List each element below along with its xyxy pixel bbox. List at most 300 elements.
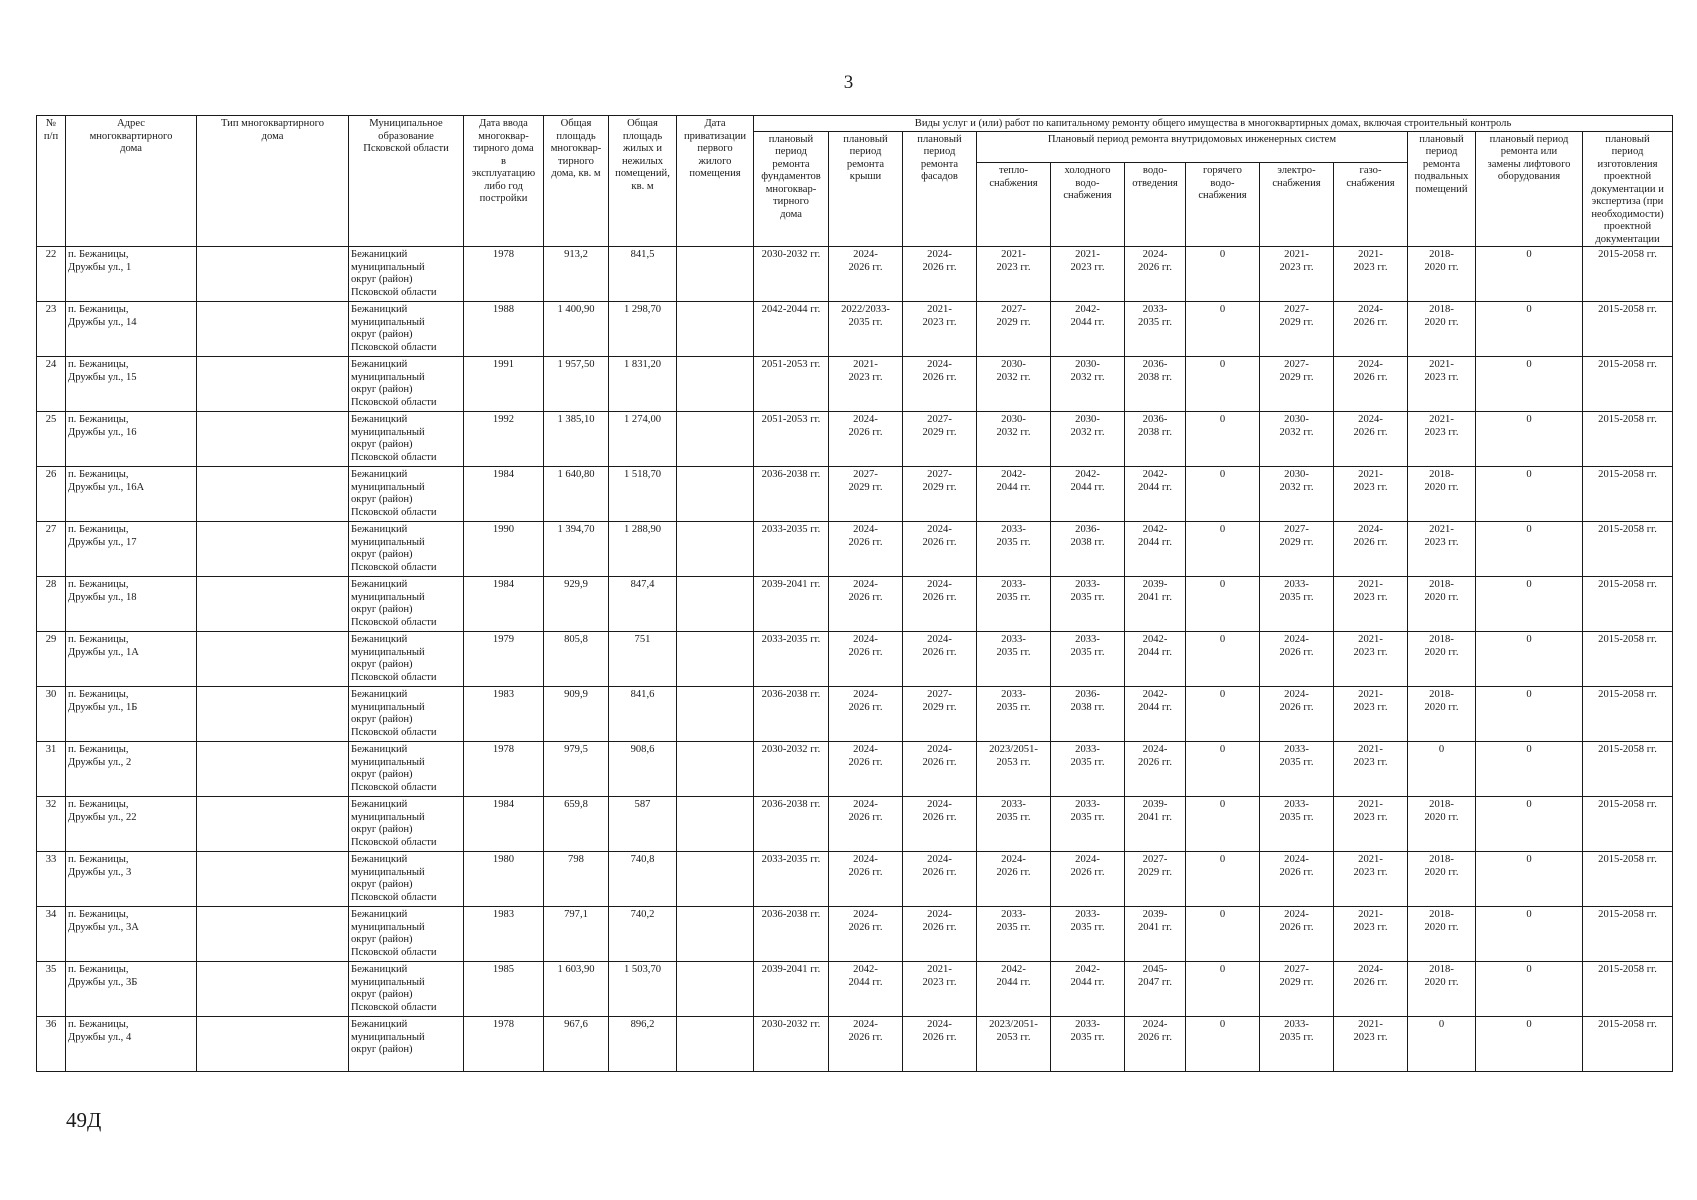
cell-facade: 2024- 2026 гг.: [903, 1017, 977, 1072]
cell-foundation: 2039-2041 гг.: [754, 577, 829, 632]
cell-elevator: 0: [1476, 522, 1583, 577]
cell-cold-water: 2033- 2035 гг.: [1051, 632, 1125, 687]
cell-year: 1978: [464, 1017, 544, 1072]
cell-total-area: 1 640,80: [544, 467, 609, 522]
cell-total-area: 1 400,90: [544, 302, 609, 357]
header-heat: тепло- снабжения: [977, 163, 1051, 247]
cell-facade: 2021- 2023 гг.: [903, 302, 977, 357]
table-row: [37, 962, 1673, 1017]
cell-basement: 2018- 2020 гг.: [1408, 907, 1476, 962]
cell-roof: 2024- 2026 гг.: [829, 412, 903, 467]
cell-design: 2015-2058 гг.: [1583, 742, 1673, 797]
cell-heat: 2023/2051- 2053 гг.: [977, 1017, 1051, 1072]
header-gas: газо- снабжения: [1334, 163, 1408, 247]
cell-sewer: 2039- 2041 гг.: [1125, 907, 1186, 962]
cell-elevator: 0: [1476, 467, 1583, 522]
cell-privatization: [677, 1017, 754, 1072]
cell-num: 35: [37, 962, 66, 1017]
cell-type: [197, 247, 349, 302]
cell-facade: 2024- 2026 гг.: [903, 852, 977, 907]
cell-privatization: [677, 247, 754, 302]
cell-year: 1978: [464, 247, 544, 302]
cell-cold-water: 2042- 2044 гг.: [1051, 467, 1125, 522]
cell-design: 2015-2058 гг.: [1583, 852, 1673, 907]
cell-total-area: 913,2: [544, 247, 609, 302]
cell-roof: 2024- 2026 гг.: [829, 742, 903, 797]
cell-hot-water: 0: [1186, 852, 1260, 907]
cell-basement: 2018- 2020 гг.: [1408, 302, 1476, 357]
cell-gas: 2021- 2023 гг.: [1334, 742, 1408, 797]
cell-elevator: 0: [1476, 742, 1583, 797]
cell-address: п. Бежаницы, Дружбы ул., 3: [66, 852, 197, 907]
cell-privatization: [677, 962, 754, 1017]
cell-hot-water: 0: [1186, 357, 1260, 412]
header-systems-group: Плановый период ремонта внутридомовых инженерных систем: [977, 131, 1408, 163]
cell-municipality: Бежаницкий муниципальный округ (район) Псковской области: [349, 577, 464, 632]
cell-sewer: 2042- 2044 гг.: [1125, 522, 1186, 577]
header-design: плановый период изготовления проектной документации и экспертиза (при необходимости) проектной документации: [1583, 131, 1673, 247]
cell-gas: 2024- 2026 гг.: [1334, 412, 1408, 467]
cell-cold-water: 2033- 2035 гг.: [1051, 907, 1125, 962]
cell-heat: 2033- 2035 гг.: [977, 577, 1051, 632]
cell-electric: 2024- 2026 гг.: [1260, 632, 1334, 687]
header-electric: электро- снабжения: [1260, 163, 1334, 247]
table-row: [37, 632, 1673, 687]
cell-electric: 2030- 2032 гг.: [1260, 412, 1334, 467]
cell-privatization: [677, 357, 754, 412]
cell-year: 1980: [464, 852, 544, 907]
table-row: [37, 302, 1673, 357]
capital-repair-table: [36, 115, 1673, 1072]
cell-sewer: 2042- 2044 гг.: [1125, 467, 1186, 522]
cell-heat: 2027- 2029 гг.: [977, 302, 1051, 357]
cell-facade: 2024- 2026 гг.: [903, 742, 977, 797]
cell-roof: 2024- 2026 гг.: [829, 797, 903, 852]
cell-living-area: 847,4: [609, 577, 677, 632]
cell-electric: 2033- 2035 гг.: [1260, 1017, 1334, 1072]
cell-foundation: 2030-2032 гг.: [754, 742, 829, 797]
cell-foundation: 2051-2053 гг.: [754, 412, 829, 467]
cell-address: п. Бежаницы, Дружбы ул., 16А: [66, 467, 197, 522]
table-row: [37, 742, 1673, 797]
cell-total-area: 929,9: [544, 577, 609, 632]
cell-hot-water: 0: [1186, 907, 1260, 962]
header-facade: плановый период ремонта фасадов: [903, 131, 977, 247]
cell-foundation: 2051-2053 гг.: [754, 357, 829, 412]
header-num: № п/п: [37, 116, 66, 247]
cell-design: 2015-2058 гг.: [1583, 687, 1673, 742]
cell-living-area: 841,6: [609, 687, 677, 742]
cell-sewer: 2033- 2035 гг.: [1125, 302, 1186, 357]
cell-electric: 2033- 2035 гг.: [1260, 742, 1334, 797]
cell-roof: 2021- 2023 гг.: [829, 357, 903, 412]
header-cold-water: холодного водо- снабжения: [1051, 163, 1125, 247]
cell-basement: 2018- 2020 гг.: [1408, 687, 1476, 742]
cell-heat: 2033- 2035 гг.: [977, 687, 1051, 742]
cell-elevator: 0: [1476, 687, 1583, 742]
cell-facade: 2027- 2029 гг.: [903, 412, 977, 467]
table-row: [37, 467, 1673, 522]
table-row: [37, 247, 1673, 302]
cell-cold-water: 2030- 2032 гг.: [1051, 357, 1125, 412]
cell-municipality: Бежаницкий муниципальный округ (район) Псковской области: [349, 522, 464, 577]
cell-roof: 2024- 2026 гг.: [829, 247, 903, 302]
table-row: [37, 1017, 1673, 1072]
cell-hot-water: 0: [1186, 742, 1260, 797]
cell-living-area: 740,8: [609, 852, 677, 907]
cell-sewer: 2039- 2041 гг.: [1125, 577, 1186, 632]
cell-type: [197, 1017, 349, 1072]
cell-year: 1979: [464, 632, 544, 687]
cell-total-area: 1 385,10: [544, 412, 609, 467]
cell-foundation: 2033-2035 гг.: [754, 522, 829, 577]
cell-year: 1990: [464, 522, 544, 577]
cell-hot-water: 0: [1186, 1017, 1260, 1072]
cell-sewer: 2042- 2044 гг.: [1125, 687, 1186, 742]
cell-num: 26: [37, 467, 66, 522]
header-total-area: Общая площадь многоквар- тирного дома, кв. м: [544, 116, 609, 247]
cell-design: 2015-2058 гг.: [1583, 1017, 1673, 1072]
cell-year: 1978: [464, 742, 544, 797]
cell-num: 25: [37, 412, 66, 467]
cell-cold-water: 2021- 2023 гг.: [1051, 247, 1125, 302]
cell-facade: 2024- 2026 гг.: [903, 577, 977, 632]
cell-living-area: 908,6: [609, 742, 677, 797]
cell-municipality: Бежаницкий муниципальный округ (район) Псковской области: [349, 302, 464, 357]
cell-facade: 2024- 2026 гг.: [903, 247, 977, 302]
cell-municipality: Бежаницкий муниципальный округ (район) Псковской области: [349, 412, 464, 467]
cell-year: 1988: [464, 302, 544, 357]
cell-roof: 2024- 2026 гг.: [829, 1017, 903, 1072]
cell-num: 32: [37, 797, 66, 852]
cell-foundation: 2033-2035 гг.: [754, 632, 829, 687]
cell-design: 2015-2058 гг.: [1583, 632, 1673, 687]
cell-municipality: Бежаницкий муниципальный округ (район) Псковской области: [349, 632, 464, 687]
cell-basement: 0: [1408, 742, 1476, 797]
header-privatization-date: Дата приватизации первого жилого помещения: [677, 116, 754, 247]
cell-electric: 2027- 2029 гг.: [1260, 302, 1334, 357]
cell-design: 2015-2058 гг.: [1583, 522, 1673, 577]
footer-code: 49Д: [66, 1108, 102, 1132]
cell-sewer: 2024- 2026 гг.: [1125, 247, 1186, 302]
cell-hot-water: 0: [1186, 577, 1260, 632]
cell-num: 33: [37, 852, 66, 907]
cell-heat: 2024- 2026 гг.: [977, 852, 1051, 907]
cell-cold-water: 2033- 2035 гг.: [1051, 797, 1125, 852]
cell-privatization: [677, 852, 754, 907]
cell-privatization: [677, 412, 754, 467]
cell-num: 23: [37, 302, 66, 357]
cell-foundation: 2030-2032 гг.: [754, 247, 829, 302]
cell-address: п. Бежаницы, Дружбы ул., 1Б: [66, 687, 197, 742]
cell-sewer: 2024- 2026 гг.: [1125, 1017, 1186, 1072]
cell-foundation: 2042-2044 гг.: [754, 302, 829, 357]
cell-basement: 2018- 2020 гг.: [1408, 467, 1476, 522]
cell-basement: 2018- 2020 гг.: [1408, 247, 1476, 302]
cell-elevator: 0: [1476, 852, 1583, 907]
table-body: [37, 247, 1673, 1072]
cell-heat: 2030- 2032 гг.: [977, 357, 1051, 412]
cell-type: [197, 357, 349, 412]
table-row: [37, 797, 1673, 852]
cell-gas: 2021- 2023 гг.: [1334, 797, 1408, 852]
cell-gas: 2024- 2026 гг.: [1334, 522, 1408, 577]
cell-heat: 2033- 2035 гг.: [977, 907, 1051, 962]
cell-gas: 2021- 2023 гг.: [1334, 247, 1408, 302]
header-type: Тип многоквартирного дома: [197, 116, 349, 247]
cell-address: п. Бежаницы, Дружбы ул., 14: [66, 302, 197, 357]
cell-design: 2015-2058 гг.: [1583, 577, 1673, 632]
cell-num: 36: [37, 1017, 66, 1072]
cell-roof: 2024- 2026 гг.: [829, 522, 903, 577]
cell-address: п. Бежаницы, Дружбы ул., 2: [66, 742, 197, 797]
cell-electric: 2021- 2023 гг.: [1260, 247, 1334, 302]
cell-type: [197, 302, 349, 357]
cell-elevator: 0: [1476, 577, 1583, 632]
cell-privatization: [677, 632, 754, 687]
cell-roof: 2024- 2026 гг.: [829, 577, 903, 632]
cell-year: 1991: [464, 357, 544, 412]
cell-basement: 2021- 2023 гг.: [1408, 522, 1476, 577]
header-hot-water: горячего водо- снабжения: [1186, 163, 1260, 247]
cell-total-area: 967,6: [544, 1017, 609, 1072]
cell-elevator: 0: [1476, 962, 1583, 1017]
cell-electric: 2027- 2029 гг.: [1260, 357, 1334, 412]
cell-living-area: 841,5: [609, 247, 677, 302]
cell-design: 2015-2058 гг.: [1583, 467, 1673, 522]
cell-privatization: [677, 907, 754, 962]
cell-sewer: 2024- 2026 гг.: [1125, 742, 1186, 797]
cell-year: 1983: [464, 907, 544, 962]
cell-address: п. Бежаницы, Дружбы ул., 1: [66, 247, 197, 302]
cell-basement: 2018- 2020 гг.: [1408, 632, 1476, 687]
header-living-area: Общая площадь жилых и нежилых помещений, кв. м: [609, 116, 677, 247]
cell-sewer: 2045- 2047 гг.: [1125, 962, 1186, 1017]
cell-type: [197, 632, 349, 687]
cell-hot-water: 0: [1186, 797, 1260, 852]
cell-year: 1992: [464, 412, 544, 467]
cell-year: 1985: [464, 962, 544, 1017]
cell-address: п. Бежаницы, Дружбы ул., 3Б: [66, 962, 197, 1017]
cell-gas: 2021- 2023 гг.: [1334, 852, 1408, 907]
cell-municipality: Бежаницкий муниципальный округ (район): [349, 1017, 464, 1072]
cell-total-area: 979,5: [544, 742, 609, 797]
header-roof: плановый период ремонта крыши: [829, 131, 903, 247]
cell-basement: 0: [1408, 1017, 1476, 1072]
cell-living-area: 1 503,70: [609, 962, 677, 1017]
cell-facade: 2024- 2026 гг.: [903, 907, 977, 962]
page-number: 3: [843, 72, 854, 93]
cell-living-area: 1 274,00: [609, 412, 677, 467]
table-row: [37, 907, 1673, 962]
cell-electric: 2027- 2029 гг.: [1260, 962, 1334, 1017]
cell-foundation: 2039-2041 гг.: [754, 962, 829, 1017]
header-address: Адрес многоквартирного дома: [66, 116, 197, 247]
cell-type: [197, 907, 349, 962]
cell-design: 2015-2058 гг.: [1583, 797, 1673, 852]
cell-roof: 2024- 2026 гг.: [829, 687, 903, 742]
cell-address: п. Бежаницы, Дружбы ул., 3А: [66, 907, 197, 962]
cell-municipality: Бежаницкий муниципальный округ (район) Псковской области: [349, 247, 464, 302]
cell-address: п. Бежаницы, Дружбы ул., 22: [66, 797, 197, 852]
cell-num: 22: [37, 247, 66, 302]
cell-municipality: Бежаницкий муниципальный округ (район) Псковской области: [349, 852, 464, 907]
cell-gas: 2021- 2023 гг.: [1334, 632, 1408, 687]
cell-address: п. Бежаницы, Дружбы ул., 17: [66, 522, 197, 577]
cell-total-area: 1 603,90: [544, 962, 609, 1017]
cell-municipality: Бежаницкий муниципальный округ (район) Псковской области: [349, 357, 464, 412]
cell-type: [197, 852, 349, 907]
cell-heat: 2033- 2035 гг.: [977, 797, 1051, 852]
cell-heat: 2033- 2035 гг.: [977, 632, 1051, 687]
cell-address: п. Бежаницы, Дружбы ул., 18: [66, 577, 197, 632]
cell-electric: 2024- 2026 гг.: [1260, 907, 1334, 962]
cell-roof: 2024- 2026 гг.: [829, 632, 903, 687]
cell-hot-water: 0: [1186, 687, 1260, 742]
cell-sewer: 2036- 2038 гг.: [1125, 412, 1186, 467]
cell-total-area: 797,1: [544, 907, 609, 962]
cell-type: [197, 522, 349, 577]
cell-elevator: 0: [1476, 797, 1583, 852]
cell-address: п. Бежаницы, Дружбы ул., 4: [66, 1017, 197, 1072]
cell-total-area: 798: [544, 852, 609, 907]
cell-foundation: 2036-2038 гг.: [754, 907, 829, 962]
cell-num: 31: [37, 742, 66, 797]
header-sewer: водо- отведения: [1125, 163, 1186, 247]
cell-design: 2015-2058 гг.: [1583, 412, 1673, 467]
cell-privatization: [677, 302, 754, 357]
cell-hot-water: 0: [1186, 412, 1260, 467]
cell-basement: 2018- 2020 гг.: [1408, 852, 1476, 907]
table-row: [37, 357, 1673, 412]
cell-address: п. Бежаницы, Дружбы ул., 1А: [66, 632, 197, 687]
cell-elevator: 0: [1476, 357, 1583, 412]
cell-cold-water: 2030- 2032 гг.: [1051, 412, 1125, 467]
cell-living-area: 1 298,70: [609, 302, 677, 357]
cell-cold-water: 2033- 2035 гг.: [1051, 742, 1125, 797]
header-commission-date: Дата ввода многоквар- тирного дома в эксплуатацию либо год постройки: [464, 116, 544, 247]
cell-type: [197, 742, 349, 797]
cell-num: 34: [37, 907, 66, 962]
cell-foundation: 2033-2035 гг.: [754, 852, 829, 907]
cell-gas: 2021- 2023 гг.: [1334, 1017, 1408, 1072]
cell-cold-water: 2042- 2044 гг.: [1051, 302, 1125, 357]
cell-cold-water: 2036- 2038 гг.: [1051, 522, 1125, 577]
cell-basement: 2018- 2020 гг.: [1408, 797, 1476, 852]
cell-sewer: 2042- 2044 гг.: [1125, 632, 1186, 687]
cell-gas: 2021- 2023 гг.: [1334, 577, 1408, 632]
cell-elevator: 0: [1476, 412, 1583, 467]
cell-hot-water: 0: [1186, 302, 1260, 357]
header-municipality: Муниципальное образование Псковской области: [349, 116, 464, 247]
cell-roof: 2024- 2026 гг.: [829, 907, 903, 962]
cell-total-area: 659,8: [544, 797, 609, 852]
cell-num: 27: [37, 522, 66, 577]
cell-basement: 2021- 2023 гг.: [1408, 357, 1476, 412]
cell-hot-water: 0: [1186, 247, 1260, 302]
cell-gas: 2024- 2026 гг.: [1334, 302, 1408, 357]
cell-municipality: Бежаницкий муниципальный округ (район) Псковской области: [349, 467, 464, 522]
cell-municipality: Бежаницкий муниципальный округ (район) Псковской области: [349, 907, 464, 962]
cell-gas: 2021- 2023 гг.: [1334, 687, 1408, 742]
cell-year: 1984: [464, 467, 544, 522]
cell-cold-water: 2033- 2035 гг.: [1051, 1017, 1125, 1072]
cell-roof: 2022/2033- 2035 гг.: [829, 302, 903, 357]
cell-foundation: 2036-2038 гг.: [754, 687, 829, 742]
cell-municipality: Бежаницкий муниципальный округ (район) Псковской области: [349, 742, 464, 797]
cell-privatization: [677, 742, 754, 797]
cell-privatization: [677, 797, 754, 852]
cell-living-area: 1 288,90: [609, 522, 677, 577]
cell-gas: 2021- 2023 гг.: [1334, 907, 1408, 962]
cell-type: [197, 797, 349, 852]
cell-year: 1984: [464, 577, 544, 632]
cell-foundation: 2030-2032 гг.: [754, 1017, 829, 1072]
cell-privatization: [677, 522, 754, 577]
cell-electric: 2033- 2035 гг.: [1260, 577, 1334, 632]
cell-elevator: 0: [1476, 1017, 1583, 1072]
cell-roof: 2024- 2026 гг.: [829, 852, 903, 907]
cell-design: 2015-2058 гг.: [1583, 357, 1673, 412]
cell-heat: 2023/2051- 2053 гг.: [977, 742, 1051, 797]
cell-foundation: 2036-2038 гг.: [754, 467, 829, 522]
cell-cold-water: 2033- 2035 гг.: [1051, 577, 1125, 632]
cell-foundation: 2036-2038 гг.: [754, 797, 829, 852]
cell-hot-water: 0: [1186, 467, 1260, 522]
cell-electric: 2033- 2035 гг.: [1260, 797, 1334, 852]
cell-cold-water: 2024- 2026 гг.: [1051, 852, 1125, 907]
cell-electric: 2027- 2029 гг.: [1260, 522, 1334, 577]
cell-basement: 2018- 2020 гг.: [1408, 962, 1476, 1017]
table-row: [37, 522, 1673, 577]
cell-electric: 2024- 2026 гг.: [1260, 852, 1334, 907]
cell-facade: 2027- 2029 гг.: [903, 467, 977, 522]
cell-elevator: 0: [1476, 247, 1583, 302]
cell-gas: 2024- 2026 гг.: [1334, 962, 1408, 1017]
cell-address: п. Бежаницы, Дружбы ул., 16: [66, 412, 197, 467]
cell-design: 2015-2058 гг.: [1583, 302, 1673, 357]
cell-type: [197, 687, 349, 742]
cell-gas: 2024- 2026 гг.: [1334, 357, 1408, 412]
cell-num: 30: [37, 687, 66, 742]
cell-facade: 2027- 2029 гг.: [903, 687, 977, 742]
cell-municipality: Бежаницкий муниципальный округ (район) Псковской области: [349, 797, 464, 852]
cell-living-area: 896,2: [609, 1017, 677, 1072]
cell-sewer: 2039- 2041 гг.: [1125, 797, 1186, 852]
cell-sewer: 2036- 2038 гг.: [1125, 357, 1186, 412]
cell-num: 24: [37, 357, 66, 412]
cell-basement: 2018- 2020 гг.: [1408, 577, 1476, 632]
cell-facade: 2024- 2026 гг.: [903, 797, 977, 852]
cell-basement: 2021- 2023 гг.: [1408, 412, 1476, 467]
cell-facade: 2024- 2026 гг.: [903, 632, 977, 687]
table-row: [37, 852, 1673, 907]
cell-electric: 2024- 2026 гг.: [1260, 687, 1334, 742]
cell-living-area: 587: [609, 797, 677, 852]
cell-roof: 2027- 2029 гг.: [829, 467, 903, 522]
cell-roof: 2042- 2044 гг.: [829, 962, 903, 1017]
cell-privatization: [677, 467, 754, 522]
table-row: [37, 577, 1673, 632]
cell-total-area: 1 394,70: [544, 522, 609, 577]
cell-heat: 2042- 2044 гг.: [977, 467, 1051, 522]
cell-privatization: [677, 687, 754, 742]
cell-type: [197, 577, 349, 632]
cell-type: [197, 467, 349, 522]
table-row: [37, 412, 1673, 467]
cell-living-area: 1 518,70: [609, 467, 677, 522]
cell-cold-water: 2042- 2044 гг.: [1051, 962, 1125, 1017]
